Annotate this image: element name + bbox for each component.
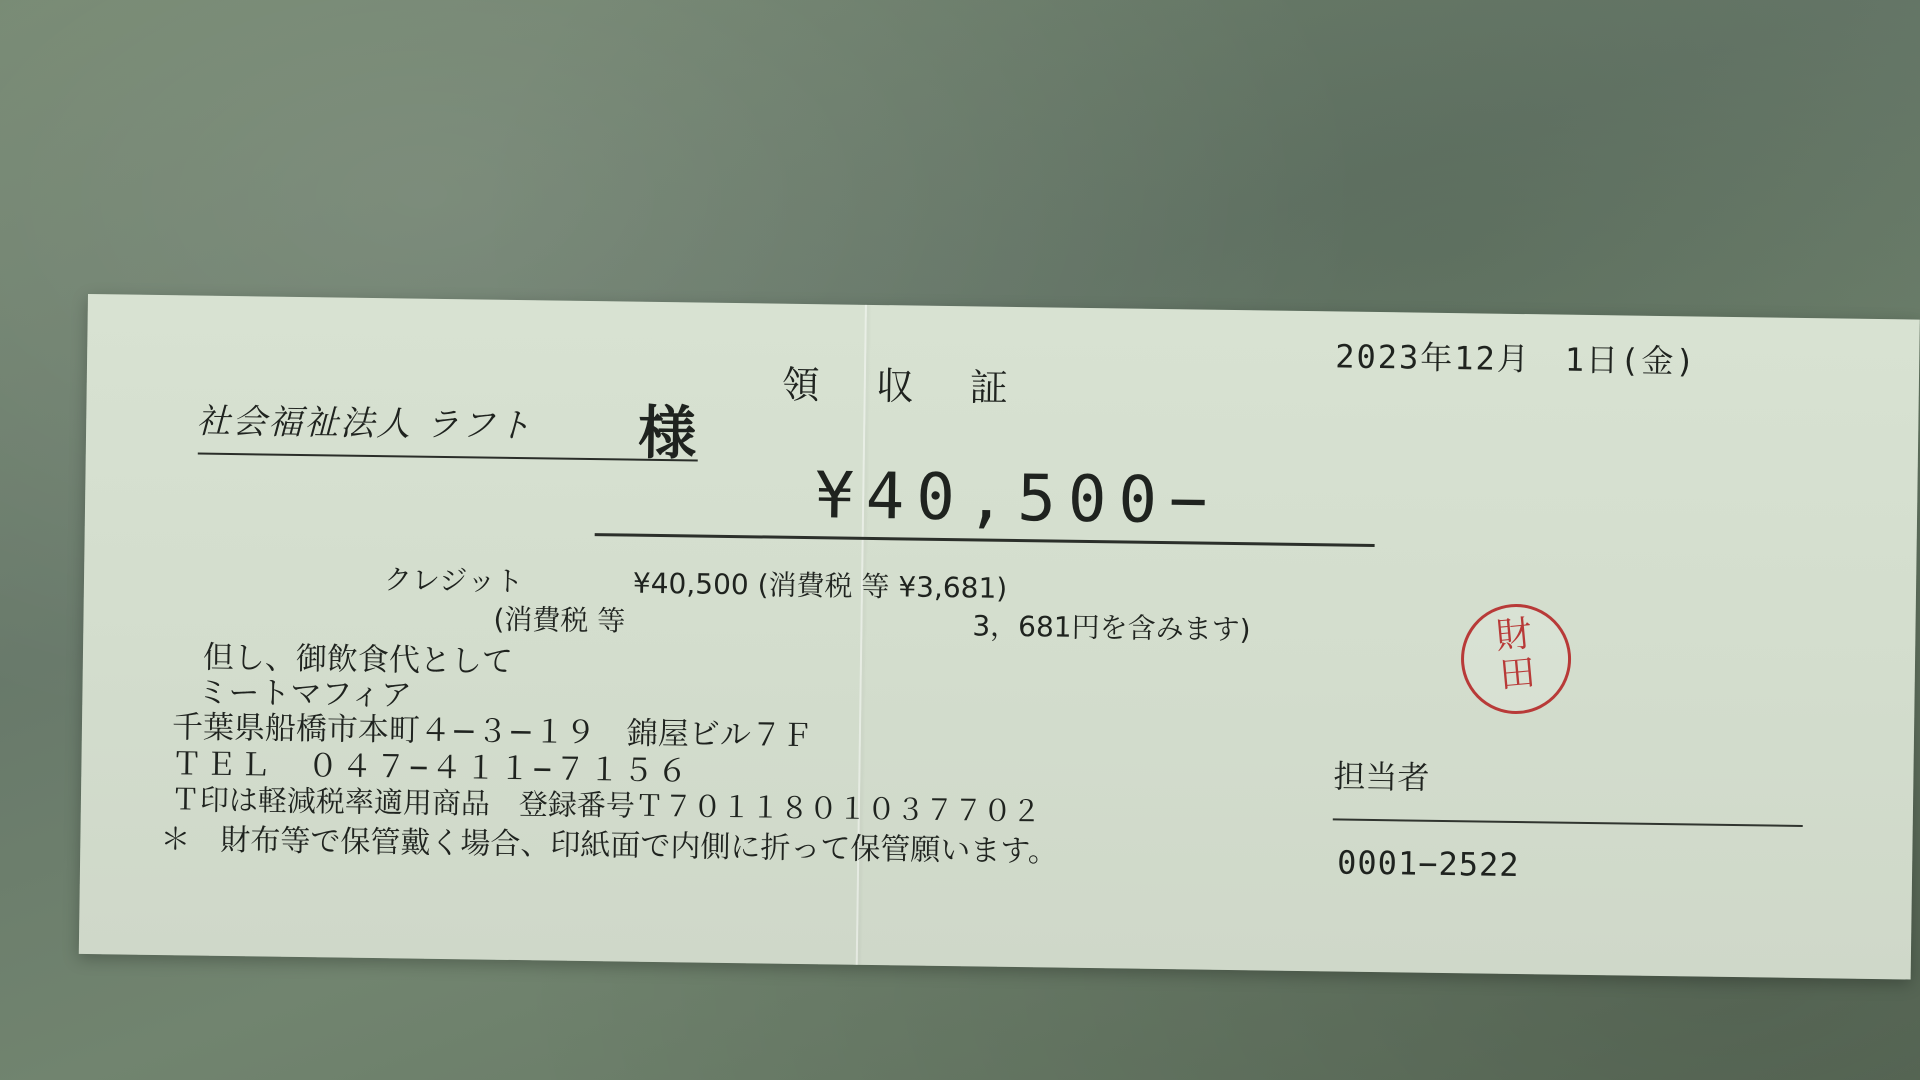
payment-amount: ¥40,500 — [632, 566, 749, 602]
staff-label: 担当者 — [1333, 757, 1430, 797]
tax-registration-note: Ｔ印は軽減税率適用商品 登録番号Ｔ７０１１８０１０３７７０２ — [170, 782, 1042, 829]
receipt-title: 領収証 — [781, 362, 1065, 411]
tax-summary — [493, 598, 1251, 649]
storage-notice: ＊ 財布等で保管戴く場合、印紙面で内側に折って保管願います。 — [160, 822, 1059, 870]
receipt-paper — [79, 294, 1920, 980]
red-seal-stamp — [1456, 599, 1576, 719]
receipt-total-amount: ¥40,500− — [814, 459, 1220, 539]
recipient-handwritten-name: 社会福祉法人 ラフト — [195, 401, 534, 447]
store-address: 千葉県船橋市本町４−３−１９ 錦屋ビル７Ｆ — [171, 709, 814, 755]
tax-summary-text: 3，681円を含みます) — [972, 609, 1251, 647]
staff-underline — [1333, 818, 1803, 827]
receipt-memo: 但し、御飲食代として — [202, 639, 514, 680]
payment-tax-note: (消費税 等 ¥3,681) — [757, 568, 1008, 605]
seal-stamp-text: 財 田 — [1494, 613, 1538, 697]
store-name: ミートマフィア — [197, 674, 413, 714]
store-phone: ＴＥＬ ０４７−４１１−７１５６ — [171, 746, 691, 790]
tax-summary-label: (消費税 等 — [493, 602, 626, 638]
recipient-honorific: 様 — [637, 398, 697, 468]
payment-method: クレジット — [383, 563, 524, 599]
recipient-underline — [198, 453, 698, 462]
receipt-date: 2023年12月 1日(金) — [1334, 337, 1697, 381]
staff-id: 0001−2522 — [1336, 843, 1520, 885]
